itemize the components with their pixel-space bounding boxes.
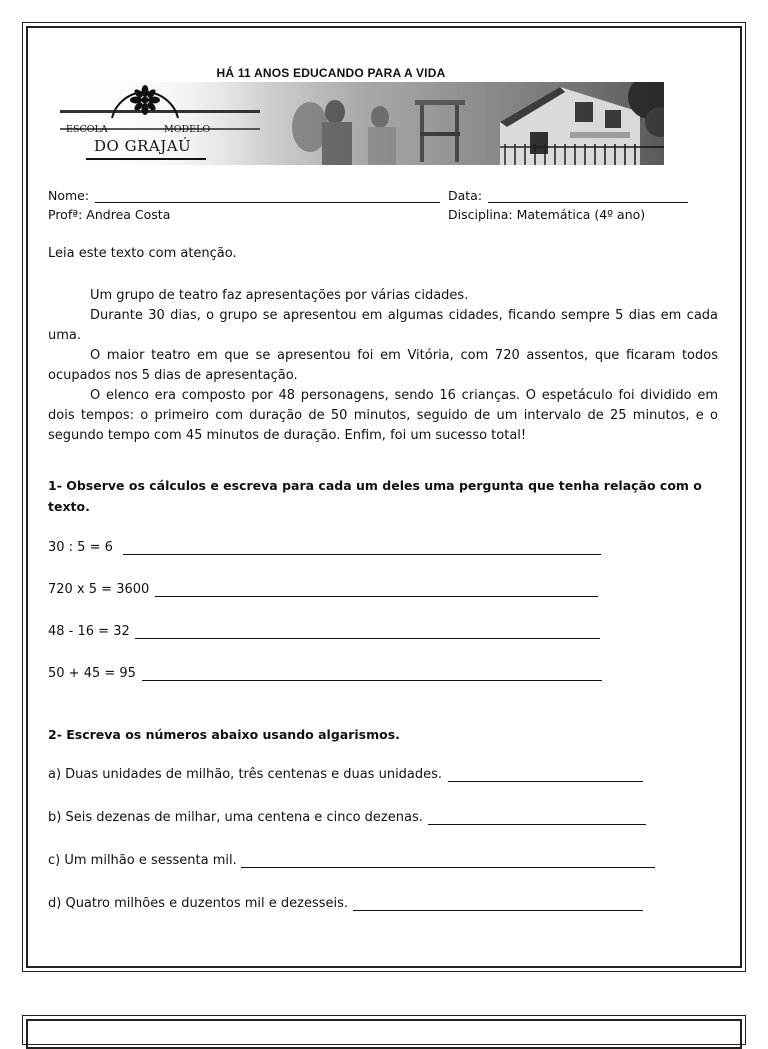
calc-2-answer-line[interactable] bbox=[155, 584, 598, 597]
name-blank[interactable] bbox=[95, 190, 440, 203]
question-1-title: 1- Observe os cálculos e escreva para cada um deles uma pergunta que tenha relação com o texto. bbox=[48, 478, 702, 514]
name-label: Nome: bbox=[48, 188, 90, 203]
calc-2: 720 x 5 = 3600 bbox=[48, 582, 150, 597]
calc-3: 48 - 16 = 32 bbox=[48, 624, 130, 639]
number-c: c) Um milhão e sessenta mil. bbox=[48, 853, 237, 868]
number-row-a[interactable] bbox=[48, 767, 643, 782]
date-field[interactable] bbox=[448, 188, 688, 203]
subject: Disciplina: Matemática (4º ano) bbox=[448, 207, 646, 222]
calc-row-4[interactable] bbox=[48, 666, 602, 681]
teacher-name: Profª: Andrea Costa bbox=[48, 207, 171, 222]
number-c-answer-line[interactable] bbox=[241, 855, 655, 868]
paragraph-3: O maior teatro em que se apresentou foi em Vitória, com 720 assentos, que ficaram todos ocupados nos 5 dias de apresentação. bbox=[48, 348, 718, 383]
number-d: d) Quatro milhões e duzentos mil e dezesseis. bbox=[48, 896, 349, 911]
number-b-answer-line[interactable] bbox=[428, 812, 646, 825]
number-row-d[interactable] bbox=[48, 896, 643, 911]
intro-instruction: Leia este texto com atenção. bbox=[48, 246, 237, 261]
number-a: a) Duas unidades de milhão, três centenas e duas unidades. bbox=[48, 767, 443, 782]
number-row-c[interactable] bbox=[48, 853, 655, 868]
calc-4: 50 + 45 = 95 bbox=[48, 666, 136, 681]
logo-text-modelo: MODELO bbox=[164, 124, 211, 135]
date-label: Data: bbox=[448, 188, 483, 203]
calc-row-1[interactable] bbox=[48, 540, 601, 555]
number-a-answer-line[interactable] bbox=[448, 769, 643, 782]
calc-row-3[interactable] bbox=[48, 624, 600, 639]
number-d-answer-line[interactable] bbox=[353, 898, 643, 911]
story-text bbox=[48, 286, 718, 446]
calc-4-answer-line[interactable] bbox=[142, 668, 602, 681]
logo-text-escola: ESCOLA bbox=[66, 124, 108, 135]
calc-1: 30 : 5 = 6 bbox=[48, 540, 113, 555]
name-field[interactable] bbox=[48, 188, 440, 203]
paragraph-2: Durante 30 dias, o grupo se apresentou em algumas cidades, ficando sempre 5 dias em cada uma. bbox=[48, 308, 718, 343]
school-tagline: HÁ 11 ANOS EDUCANDO PARA A VIDA bbox=[216, 66, 446, 80]
calc-3-answer-line[interactable] bbox=[135, 626, 600, 639]
number-row-b[interactable] bbox=[48, 810, 646, 825]
paragraph-1: Um grupo de teatro faz apresentações por várias cidades. bbox=[90, 288, 469, 303]
number-b: b) Seis dezenas de milhar, uma centena e cinco dezenas. bbox=[48, 810, 423, 825]
question-2-title: 2- Escreva os números abaixo usando algarismos. bbox=[48, 727, 400, 742]
logo-text-grajau: DO GRAJAÚ bbox=[94, 137, 192, 155]
calc-row-2[interactable] bbox=[48, 582, 598, 597]
date-blank[interactable] bbox=[488, 190, 688, 203]
calc-1-answer-line[interactable] bbox=[123, 542, 601, 555]
paragraph-4: O elenco era composto por 48 personagens, sendo 16 crianças. O espetáculo foi dividido em dois tempos: o primeiro com duração de 50 minutos, seguido de um intervalo de 25 minutos, e o segundo tempo com 45 minutos de duração. Enfim, foi um sucesso total! bbox=[48, 388, 718, 443]
school-banner bbox=[60, 82, 664, 165]
